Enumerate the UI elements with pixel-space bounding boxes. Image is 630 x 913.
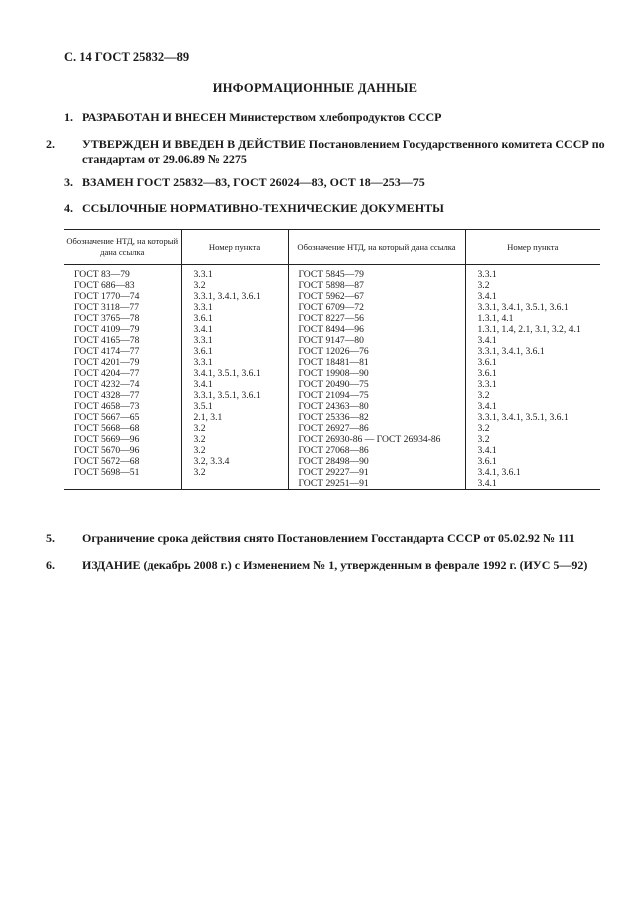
- ntd-designation-cell: ГОСТ 686—83: [74, 280, 135, 291]
- ntd-designation-cell: ГОСТ 5668—68: [74, 423, 140, 434]
- item-number-cell: 3.2: [181, 423, 288, 434]
- item-number-cell: 3.3.1, 3.4.1, 3.5.1, 3.6.1: [465, 302, 600, 313]
- item-number-cell: 1.3.1, 1.4, 2.1, 3.1, 3.2, 4.1: [465, 324, 600, 335]
- section-title: ИНФОРМАЦИОННЫЕ ДАННЫЕ: [212, 81, 418, 95]
- table-header-row: [64, 230, 600, 265]
- item-number-cell: 3.3.1, 3.4.1, 3.6.1: [181, 291, 288, 302]
- item-number-cell: 3.2: [181, 467, 288, 478]
- item-number-cell: 3.2: [465, 280, 600, 291]
- ntd-designation-cell: ГОСТ 5669—96: [74, 434, 140, 445]
- item-body: Ограничение срока действия снято Постановлением Госстандарта СССР от 05.02.92 № 111: [82, 531, 575, 545]
- item-number-cell: 3.4.1: [465, 478, 600, 490]
- table-row: [64, 324, 600, 335]
- item-number-cell: 3.6.1: [465, 357, 600, 368]
- table-row: [64, 401, 600, 412]
- ntd-designation-cell: ГОСТ 4204—77: [74, 368, 140, 379]
- references-table: [64, 229, 600, 490]
- item-number-cell: 3.4.1, 3.5.1, 3.6.1: [181, 368, 288, 379]
- item-number-cell: 1.3.1, 4.1: [465, 313, 600, 324]
- page-header: С. 14 ГОСТ 25832—89: [64, 50, 190, 64]
- item-developed: [64, 110, 604, 125]
- table-body: [64, 265, 600, 490]
- ntd-designation-cell: ГОСТ 25336—82: [288, 412, 465, 423]
- ntd-designation-cell: ГОСТ 4328—77: [74, 390, 140, 401]
- ntd-designation-cell: ГОСТ 5845—79: [288, 265, 465, 281]
- table-row: [64, 313, 600, 324]
- ntd-designation-cell: ГОСТ 4232—74: [74, 379, 140, 390]
- ntd-designation-cell: ГОСТ 4174—77: [74, 346, 140, 357]
- table-row: [64, 423, 600, 434]
- ntd-designation-cell: ГОСТ 9147—80: [288, 335, 465, 346]
- item-number-cell: 3.3.1: [181, 357, 288, 368]
- item-number-cell: 3.6.1: [181, 313, 288, 324]
- item-number: 4.: [64, 201, 73, 215]
- ntd-designation-cell: ГОСТ 5670—96: [74, 445, 140, 456]
- item-number-cell: 3.2: [181, 280, 288, 291]
- table-row: [64, 445, 600, 456]
- item-number-cell: 3.3.1: [181, 335, 288, 346]
- ntd-designation-cell: ГОСТ 4109—79: [74, 324, 140, 335]
- ntd-designation-cell: ГОСТ 3765—78: [74, 313, 140, 324]
- ntd-designation-cell: ГОСТ 12026—76: [288, 346, 465, 357]
- ntd-designation-cell: ГОСТ 8227—56: [288, 313, 465, 324]
- ntd-designation-cell: ГОСТ 4658—73: [74, 401, 140, 412]
- item-number: 1.: [64, 110, 73, 124]
- ntd-designation-cell: ГОСТ 29227—91: [288, 467, 465, 478]
- item-number: 3.: [64, 175, 73, 189]
- header-ntd-designation: Обозначение НТД, на который дана ссылка: [64, 230, 181, 265]
- table-row: [64, 467, 600, 478]
- item-number-cell: 3.5.1: [181, 401, 288, 412]
- item-body: ИЗДАНИЕ (декабрь 2008 г.) с Изменением № 1, утвержденным в феврале 1992 г. (ИУС 5—92): [82, 558, 588, 572]
- ntd-designation-cell: ГОСТ 5698—51: [74, 467, 140, 478]
- table-row: [64, 357, 600, 368]
- ntd-designation-cell: ГОСТ 5672—68: [74, 456, 140, 467]
- ntd-designation-cell: ГОСТ 24363—80: [288, 401, 465, 412]
- ntd-designation-cell: ГОСТ 5898—87: [288, 280, 465, 291]
- item-number-cell: 3.3.1: [465, 379, 600, 390]
- ntd-designation-cell: ГОСТ 1770—74: [74, 291, 140, 302]
- item-body: Постановлением Государственного комитета СССР по стандартам от 29.06.89 № 2275: [82, 137, 605, 166]
- item-number-cell: 3.2, 3.3.4: [181, 456, 288, 467]
- ntd-designation-cell: ГОСТ 21094—75: [288, 390, 465, 401]
- ntd-designation-cell: ГОСТ 4201—79: [74, 357, 140, 368]
- ntd-designation-cell: ГОСТ 5667—65: [74, 412, 140, 423]
- ntd-designation-cell: ГОСТ 6709—72: [288, 302, 465, 313]
- item-references: [64, 201, 604, 216]
- item-number-cell: 3.3.1: [181, 302, 288, 313]
- item-number-cell: 3.4.1: [465, 401, 600, 412]
- item-heading: ССЫЛОЧНЫЕ НОРМАТИВНО-ТЕХНИЧЕСКИЕ ДОКУМЕНТЫ: [82, 201, 444, 215]
- ntd-designation-cell: ГОСТ 26927—86: [288, 423, 465, 434]
- table-row: [64, 456, 600, 467]
- ntd-designation-cell: ГОСТ 29251—91: [288, 478, 465, 490]
- item-number-cell: 3.4.1: [465, 335, 600, 346]
- ntd-designation-cell: ГОСТ 5962—67: [288, 291, 465, 302]
- item-replaced: [64, 175, 604, 190]
- item-number-cell: 3.6.1: [181, 346, 288, 357]
- table-row: [64, 302, 600, 313]
- ntd-designation-cell: ГОСТ 28498—90: [288, 456, 465, 467]
- table-row: [64, 335, 600, 346]
- ntd-designation-cell: ГОСТ 83—79: [74, 269, 130, 280]
- item-number-cell: 3.4.1: [181, 379, 288, 390]
- item-number-cell: 3.2: [181, 445, 288, 456]
- ntd-designation-cell: ГОСТ 19908—90: [288, 368, 465, 379]
- table-row: [64, 434, 600, 445]
- item-heading: УТВЕРЖДЕН И ВВЕДЕН В ДЕЙСТВИЕ: [82, 137, 306, 151]
- item-limitation: [46, 531, 622, 546]
- item-number-cell: 3.4.1, 3.6.1: [465, 467, 600, 478]
- ntd-designation-cell: ГОСТ 3118—77: [74, 302, 140, 313]
- table-row: [64, 390, 600, 401]
- item-number-cell: [181, 478, 288, 490]
- ntd-designation-cell: [64, 478, 181, 490]
- item-number-cell: 3.2: [465, 390, 600, 401]
- table-row: [64, 265, 600, 281]
- table-row: [64, 379, 600, 390]
- table-row: [64, 346, 600, 357]
- item-number-cell: 3.3.1, 3.4.1, 3.6.1: [465, 346, 600, 357]
- item-number: 2.: [46, 137, 55, 151]
- item-number-cell: 3.4.1: [181, 324, 288, 335]
- item-number-cell: 3.2: [465, 434, 600, 445]
- item-number-cell: 3.4.1: [465, 291, 600, 302]
- item-number-cell: 3.3.1, 3.4.1, 3.5.1, 3.6.1: [465, 412, 600, 423]
- item-number-cell: 3.2: [181, 434, 288, 445]
- item-number: 6.: [46, 558, 55, 572]
- table-row: [64, 478, 600, 490]
- ntd-designation-cell: ГОСТ 18481—81: [288, 357, 465, 368]
- ntd-designation-cell: ГОСТ 26930-86 — ГОСТ 26934-86: [288, 434, 465, 445]
- ntd-designation-cell: ГОСТ 8494—96: [288, 324, 465, 335]
- item-number-cell: 3.2: [465, 423, 600, 434]
- item-heading: РАЗРАБОТАН И ВНЕСЕН: [82, 110, 227, 124]
- item-approved: [46, 137, 622, 167]
- item-edition: [46, 558, 622, 573]
- item-number: 5.: [46, 531, 55, 545]
- item-number-cell: 3.6.1: [465, 368, 600, 379]
- item-number-cell: 3.4.1: [465, 445, 600, 456]
- ntd-designation-cell: ГОСТ 20490—75: [288, 379, 465, 390]
- item-number-cell: 3.3.1, 3.5.1, 3.6.1: [181, 390, 288, 401]
- table-row: [64, 368, 600, 379]
- item-heading: ВЗАМЕН ГОСТ 25832—83, ГОСТ 26024—83, ОСТ 18—253—75: [82, 175, 425, 189]
- header-ntd-designation: Обозначение НТД, на который дана ссылка: [288, 230, 465, 265]
- table-row: [64, 412, 600, 423]
- header-item-number: Номер пункта: [181, 230, 288, 265]
- header-item-number: Номер пункта: [465, 230, 600, 265]
- ntd-designation-cell: ГОСТ 27068—86: [288, 445, 465, 456]
- item-number-cell: 2.1, 3.1: [181, 412, 288, 423]
- item-number-cell: 3.3.1: [465, 265, 600, 281]
- item-number-cell: 3.3.1: [181, 265, 288, 281]
- ntd-designation-cell: ГОСТ 4165—78: [74, 335, 140, 346]
- item-number-cell: 3.6.1: [465, 456, 600, 467]
- table-row: [64, 280, 600, 291]
- table-row: [64, 291, 600, 302]
- item-body: Министерством хлебопродуктов СССР: [229, 110, 442, 124]
